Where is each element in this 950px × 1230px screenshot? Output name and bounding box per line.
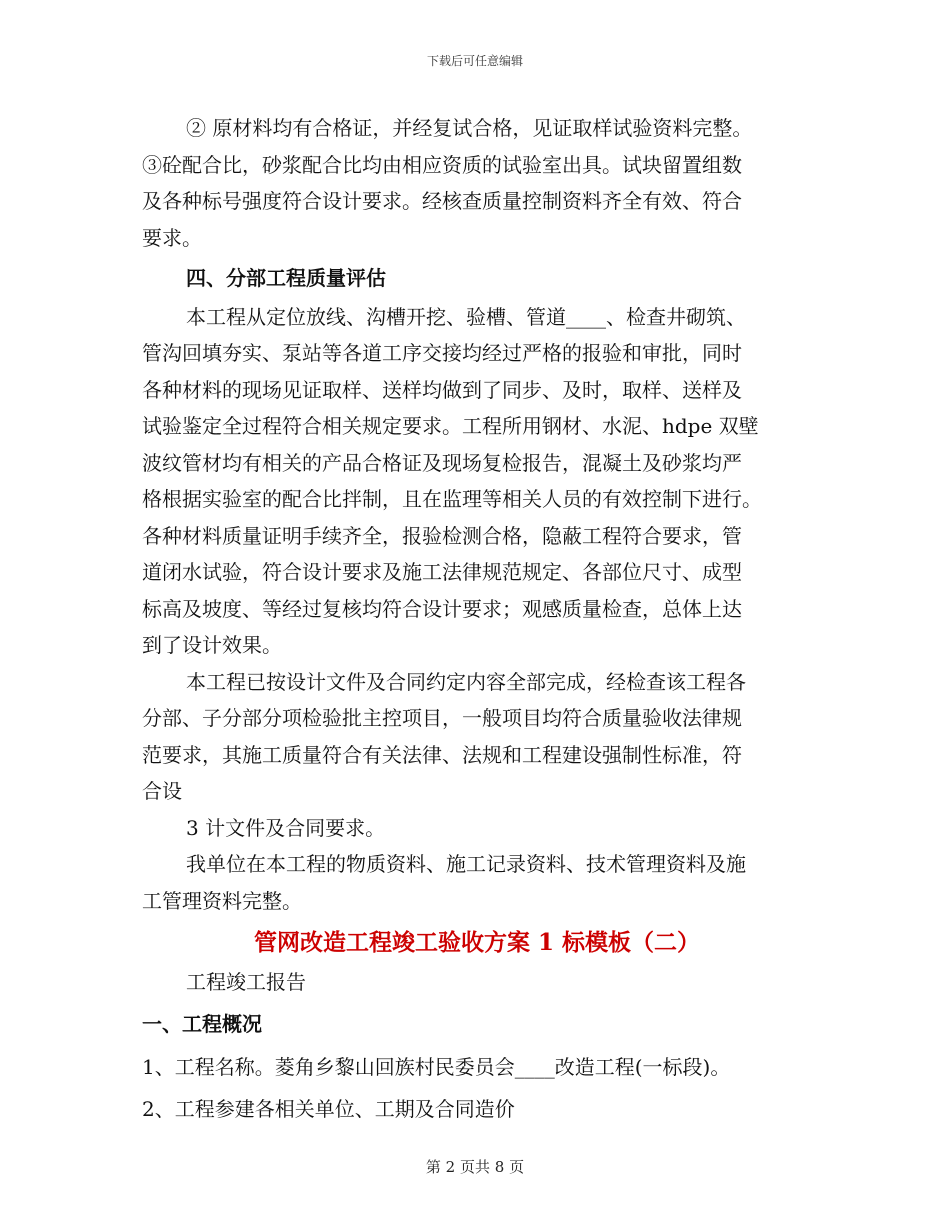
paragraph-line: 波纹管材均有相关的产品合格证及现场复检报告，混凝土及砂浆均严 bbox=[142, 450, 742, 475]
paragraph-line: ② 原材料均有合格证，并经复试合格，见证取样试验资料完整。 bbox=[186, 116, 753, 140]
paragraph-line: 标高及坡度、等经过复核均符合设计要求；观感质量检查，总体上达 bbox=[142, 596, 742, 621]
paragraph-line: 道闭水试验，符合设计要求及施工法律规范规定、各部位尺寸、成型 bbox=[142, 560, 742, 584]
page-header: 下载后可任意编辑 bbox=[426, 54, 523, 68]
paragraph-line: ③砼配合比，砂浆配合比均由相应资质的试验室出具。试块留置组数 bbox=[142, 152, 742, 177]
paragraph-line: 工管理资料完整。 bbox=[142, 888, 302, 913]
paragraph-line: 本工程已按设计文件及合同约定内容全部完成，经检查该工程各 bbox=[186, 669, 746, 694]
document-body bbox=[142, 110, 812, 1128]
paragraph-line: 本工程从定位放线、沟槽开挖、验槽、管道____、检查井砌筑、 bbox=[186, 304, 746, 329]
document-title: 管网改造工程竣工验收方案 1 标模板（二） bbox=[253, 929, 701, 956]
paragraph-line: 管沟回填夯实、泵站等各道工序交接均经过严格的报验和审批，同时 bbox=[142, 341, 742, 365]
paragraph-line: 3 计文件及合同要求。 bbox=[186, 815, 386, 840]
paragraph-line: 到了设计效果。 bbox=[142, 633, 282, 657]
paragraph-line: 合设 bbox=[142, 779, 182, 803]
list-item: 1、工程名称。菱角乡黎山回族村民委员会____改造工程(一标段)。 bbox=[142, 1054, 731, 1079]
paragraph-line: 试验鉴定全过程符合相关规定要求。工程所用钢材、水泥、hdpe 双壁 bbox=[142, 414, 759, 438]
page-number: 第 2 页共 8 页 bbox=[425, 1158, 525, 1176]
section-heading-overview: 一、工程概况 bbox=[142, 1012, 262, 1036]
paragraph-line: 要求。 bbox=[142, 225, 202, 250]
list-item: 2、工程参建各相关单位、工期及合同造价 bbox=[142, 1097, 515, 1121]
paragraph-line: 各种材料的现场见证取样、送样均做到了同步、及时，取样、送样及 bbox=[142, 377, 742, 402]
paragraph-line: 分部、子分部分项检验批主控项目，一般项目均符合质量验收法律规 bbox=[142, 706, 742, 730]
report-label: 工程竣工报告 bbox=[186, 969, 306, 994]
paragraph-line: 格根据实验室的配合比拌制，且在监理等相关人员的有效控制下进行。 bbox=[142, 487, 762, 511]
section-heading-quality-assessment: 四、分部工程质量评估 bbox=[186, 266, 386, 290]
paragraph-line: 范要求，其施工质量符合有关法律、法规和工程建设强制性标准，符 bbox=[142, 742, 742, 767]
paragraph-line: 及各种标号强度符合设计要求。经核查质量控制资料齐全有效、符合 bbox=[142, 189, 742, 213]
paragraph-line: 各种材料质量证明手续齐全，报验检测合格，隐蔽工程符合要求，管 bbox=[142, 523, 742, 548]
paragraph-line: 我单位在本工程的物质资料、施工记录资料、技术管理资料及施 bbox=[186, 852, 746, 876]
